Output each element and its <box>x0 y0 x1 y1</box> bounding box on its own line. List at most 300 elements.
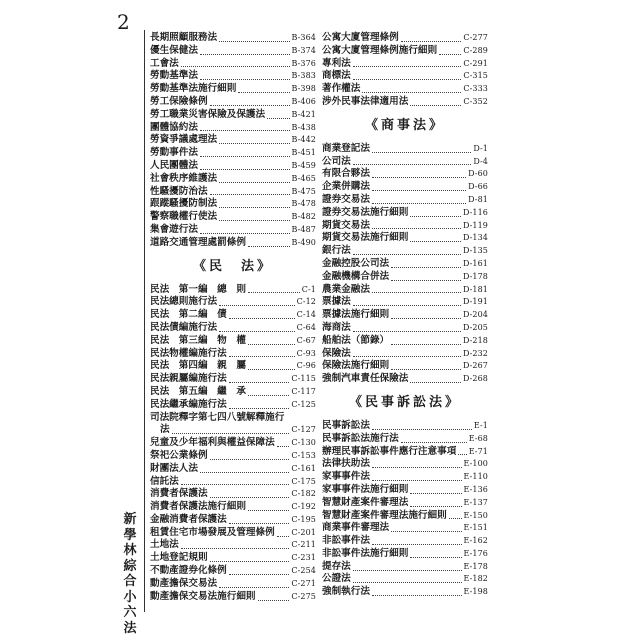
toc-entry-page-code: E-137 <box>463 497 488 507</box>
toc-entry-page-code: C-12 <box>296 297 316 307</box>
toc-entry-title: 強制執行法 <box>322 586 370 598</box>
toc-entry-page-code: D-267 <box>462 361 488 371</box>
toc-entry-page-code: C-201 <box>291 527 316 537</box>
vertical-rule <box>144 30 145 612</box>
toc-entry <box>322 510 488 523</box>
toc-entry-page-code: C-277 <box>463 33 488 42</box>
leader-dots <box>391 365 461 370</box>
toc-entry-page-code: D-119 <box>462 220 488 230</box>
leader-dots <box>229 519 290 524</box>
toc-entry <box>150 134 316 147</box>
right-top-list <box>322 32 488 109</box>
toc-entry-title: 辦理民事訴訟事件應行注意事項 <box>322 445 457 457</box>
leader-dots <box>229 404 290 409</box>
toc-entry <box>150 309 316 322</box>
toc-entry-title: 不動產證券化條例 <box>150 565 227 577</box>
leader-dots <box>181 62 290 67</box>
toc-entry-page-code: C-117 <box>291 386 316 396</box>
toc-entry <box>150 578 316 591</box>
toc-entry <box>150 284 316 297</box>
toc-entry-title: 法律扶助法 <box>322 458 370 470</box>
toc-entry <box>322 32 488 45</box>
leader-dots <box>353 250 461 255</box>
toc-entry-page-code: D-4 <box>473 156 488 166</box>
civil-law-list <box>150 284 316 604</box>
toc-entry-title: 智慧財產案件審理法 <box>322 496 409 508</box>
toc-entry-title: 金融消費者保護法 <box>150 513 227 525</box>
toc-entry-page-code: C-1 <box>301 284 316 294</box>
leader-dots <box>210 493 290 498</box>
toc-entry <box>150 58 316 71</box>
toc-entry-page-code: B-376 <box>291 58 316 68</box>
toc-entry <box>322 168 488 181</box>
leader-dots <box>277 532 290 537</box>
toc-entry <box>150 186 316 199</box>
toc-entry-page-code: E-198 <box>463 587 488 597</box>
leader-dots <box>353 566 462 571</box>
leader-dots <box>229 570 290 575</box>
toc-entry-title: 證券交易法施行細則 <box>322 206 409 218</box>
toc-entry-title: 公司法 <box>322 155 351 167</box>
toc-entry <box>150 335 316 348</box>
toc-entry <box>322 194 488 207</box>
toc-entry <box>150 198 316 211</box>
toc-entry-page-code: D-60 <box>468 169 488 179</box>
leader-dots <box>219 327 294 332</box>
toc-entry <box>150 501 316 514</box>
toc-entry <box>150 147 316 160</box>
toc-entry <box>322 522 488 535</box>
toc-entry-title: 著作權法 <box>322 83 361 95</box>
toc-entry-page-code: B-490 <box>291 237 316 247</box>
toc-entry-page-code: D-218 <box>462 335 488 345</box>
leader-dots <box>210 455 290 460</box>
toc-entry-title: 道路交通管理處罰條例 <box>150 236 246 248</box>
toc-entry <box>150 539 316 552</box>
leader-dots <box>172 429 290 434</box>
leader-dots <box>372 476 462 481</box>
toc-entry-title: 集會遊行法 <box>150 223 198 235</box>
toc-entry <box>322 232 488 245</box>
toc-entry-title: 動產擔保交易法施行細則 <box>150 590 256 602</box>
civil-procedure-list <box>322 420 488 599</box>
toc-entry <box>322 433 488 446</box>
leader-dots <box>219 203 289 208</box>
toc-entry-title: 票據法 <box>322 296 351 308</box>
left-top-list <box>150 32 316 250</box>
leader-dots <box>353 327 461 332</box>
toc-entry <box>150 527 316 540</box>
toc-entry <box>150 450 316 463</box>
toc-entry-title: 勞工保險條例 <box>150 95 208 107</box>
toc-entry-title: 商業登記法 <box>322 142 370 154</box>
leader-dots <box>410 237 461 242</box>
toc-entry-title: 消費者保護法 <box>150 488 208 500</box>
toc-entry-page-code: D-181 <box>462 284 488 294</box>
toc-entry-page-code: E-176 <box>463 548 488 558</box>
toc-entry-page-code: D-232 <box>462 348 488 358</box>
toc-entry-title: 智慧財產案件審理法施行細則 <box>322 509 447 521</box>
toc-entry-page-code: B-478 <box>291 199 316 209</box>
toc-entry <box>150 45 316 58</box>
toc-entry-title: 農業金融法 <box>322 283 370 295</box>
leader-dots <box>200 75 290 80</box>
leader-dots <box>258 596 290 601</box>
leader-dots <box>372 288 461 293</box>
toc-entry-page-code: D-268 <box>462 374 488 384</box>
toc-entry-title: 民法 第二編 債 <box>150 309 227 321</box>
toc-entry <box>150 224 316 237</box>
toc-entry-page-code: E-1 <box>473 420 488 430</box>
toc-entry-page-code: C-182 <box>291 489 316 499</box>
toc-entry-title: 動產擔保交易法 <box>150 577 218 589</box>
toc-entry <box>322 322 488 335</box>
toc-entry-page-code: C-289 <box>463 45 488 55</box>
toc-entry-page-code: C-231 <box>291 553 316 563</box>
toc-entry-page-code: B-438 <box>291 122 316 132</box>
toc-entry-title: 民事訴訟法 <box>322 419 370 431</box>
toc-entry-page-code: E-162 <box>463 536 488 546</box>
toc-entry <box>322 258 488 271</box>
leader-dots <box>229 352 295 357</box>
leader-dots <box>353 160 472 165</box>
leader-dots <box>410 489 461 494</box>
toc-entry-title: 勞動基準法 <box>150 70 198 82</box>
page-number: 2 <box>117 10 130 34</box>
toc-entry-page-code: C-64 <box>296 322 316 332</box>
leader-dots <box>353 75 462 80</box>
toc-entry-page-code: E-182 <box>463 574 488 584</box>
toc-entry <box>150 32 316 45</box>
leader-dots <box>219 301 294 306</box>
toc-entry <box>150 412 316 425</box>
toc-entry-title: 勞工職業災害保險及保護法 <box>150 108 266 120</box>
leader-dots <box>410 212 461 217</box>
leader-dots <box>458 450 466 455</box>
leader-dots <box>391 263 461 268</box>
toc-entry <box>150 552 316 565</box>
leader-dots <box>410 502 461 507</box>
leader-dots <box>210 557 290 562</box>
toc-entry-title: 強制汽車責任保險法 <box>322 373 409 385</box>
toc-entry-page-code: C-271 <box>291 578 316 588</box>
leader-dots <box>200 152 290 157</box>
leader-dots <box>248 365 295 370</box>
toc-entry <box>150 386 316 399</box>
toc-entry-title: 跟蹤騷擾防制法 <box>150 198 218 210</box>
toc-entry <box>322 284 488 297</box>
toc-entry-page-code: D-205 <box>462 322 488 332</box>
toc-entry-page-code: E-151 <box>463 523 488 533</box>
toc-entry-page-code: B-383 <box>291 71 316 81</box>
toc-entry <box>150 122 316 135</box>
toc-entry-title: 警察職權行使法 <box>150 211 218 223</box>
right-column <box>322 32 488 599</box>
toc-entry <box>322 586 488 599</box>
toc-entry <box>150 160 316 173</box>
toc-entry <box>322 573 488 586</box>
toc-entry-page-code: B-442 <box>291 135 316 145</box>
leader-dots <box>248 288 300 293</box>
toc-entry-title: 期貨交易法施行細則 <box>322 232 409 244</box>
toc-entry-page-code: E-178 <box>463 561 488 571</box>
toc-entry-page-code: C-115 <box>291 374 316 384</box>
leader-dots <box>401 37 462 42</box>
toc-entry <box>322 373 488 386</box>
toc-entry-page-code: D-66 <box>468 182 488 192</box>
leader-dots <box>401 438 467 443</box>
leader-dots <box>372 199 466 204</box>
toc-entry <box>322 484 488 497</box>
toc-entry-continuation <box>150 424 316 437</box>
toc-entry-title: 財團法人法 <box>150 462 198 474</box>
toc-entry <box>322 309 488 322</box>
toc-entry <box>322 335 488 348</box>
leader-dots <box>410 378 461 383</box>
toc-entry-title: 社會秩序維護法 <box>150 172 218 184</box>
toc-entry-title: 優生保健法 <box>150 44 198 56</box>
leader-dots <box>181 480 290 485</box>
toc-entry-page-code: C-96 <box>296 361 316 371</box>
book-side-title: 新學林綜合小六法 <box>123 512 137 636</box>
toc-entry <box>322 446 488 459</box>
leader-dots <box>219 178 289 183</box>
leader-dots <box>248 391 289 396</box>
toc-entry <box>150 322 316 335</box>
toc-entry-page-code: B-459 <box>291 160 316 170</box>
toc-entry-page-code: E-71 <box>468 446 488 456</box>
toc-entry <box>150 348 316 361</box>
toc-entry-title: 人民團體法 <box>150 159 198 171</box>
leader-dots <box>410 101 461 106</box>
toc-entry-title: 專利法 <box>322 57 351 69</box>
toc-entry-title: 勞動基準法施行細則 <box>150 83 237 95</box>
toc-entry <box>322 207 488 220</box>
toc-entry-title: 司法院釋字第七四八號解釋施行 <box>150 411 285 423</box>
toc-entry-page-code: C-352 <box>463 96 488 106</box>
toc-entry <box>150 109 316 122</box>
leader-dots <box>353 352 461 357</box>
toc-entry-page-code: C-125 <box>291 399 316 409</box>
toc-entry-page-code: C-127 <box>291 425 316 435</box>
toc-entry-title: 期貨交易法 <box>322 219 370 231</box>
toc-entry <box>322 296 488 309</box>
toc-entry-title: 提存法 <box>322 560 351 572</box>
leader-dots <box>391 340 461 345</box>
toc-entry-page-code: C-275 <box>291 591 316 601</box>
toc-entry <box>322 156 488 169</box>
toc-entry <box>150 399 316 412</box>
leader-dots <box>410 553 461 558</box>
toc-entry-page-code: E-68 <box>468 433 488 443</box>
toc-entry-title: 商標法 <box>322 70 351 82</box>
toc-entry-title: 民法 第一編 總 則 <box>150 283 246 295</box>
toc-entry-page-code: D-204 <box>462 310 488 320</box>
leader-dots <box>219 139 289 144</box>
toc-entry <box>322 245 488 258</box>
leader-dots <box>200 468 289 473</box>
left-column <box>150 32 316 603</box>
toc-entry-title: 工會法 <box>150 57 179 69</box>
leader-dots <box>362 88 461 93</box>
toc-entry-page-code: C-333 <box>463 84 488 94</box>
toc-entry-page-code: C-315 <box>463 71 488 81</box>
toc-entry <box>150 96 316 109</box>
toc-entry-page-code: E-150 <box>463 510 488 520</box>
toc-entry-page-code: D-191 <box>462 297 488 307</box>
toc-entry-page-code: D-116 <box>462 207 488 217</box>
toc-entry <box>150 173 316 186</box>
toc-entry-title: 民法繼承編施行法 <box>150 398 227 410</box>
toc-entry-title: 民法債編施行法 <box>150 321 218 333</box>
toc-entry-title: 民法 第五編 繼 承 <box>150 385 246 397</box>
toc-entry <box>322 548 488 561</box>
toc-entry-page-code: C-175 <box>291 476 316 486</box>
toc-entry <box>150 437 316 450</box>
toc-entry-title: 民法 第四編 親 屬 <box>150 360 246 372</box>
toc-entry <box>322 96 488 109</box>
leader-dots <box>372 591 462 596</box>
toc-entry-title: 保險法 <box>322 347 351 359</box>
leader-dots <box>353 578 462 583</box>
toc-entry-title: 勞資爭議處理法 <box>150 134 218 146</box>
leader-dots <box>391 314 461 319</box>
leader-dots <box>200 165 290 170</box>
leader-dots <box>229 314 295 319</box>
toc-entry-title: 船舶法（節錄） <box>322 334 390 346</box>
toc-entry-title: 有限合夥法 <box>322 168 370 180</box>
leader-dots <box>210 190 290 195</box>
leader-dots <box>449 514 462 519</box>
toc-entry-title: 票據法施行細則 <box>322 309 390 321</box>
commercial-law-list <box>322 143 488 386</box>
toc-entry <box>150 360 316 373</box>
leader-dots <box>267 114 289 119</box>
toc-entry-page-code: C-130 <box>291 438 316 448</box>
toc-entry-title: 金融控股公司法 <box>322 257 390 269</box>
toc-entry-page-code: B-482 <box>291 212 316 222</box>
toc-entry-page-code: B-406 <box>291 96 316 106</box>
leader-dots <box>372 173 466 178</box>
leader-dots <box>181 544 290 549</box>
leader-dots <box>372 148 471 153</box>
toc-entry <box>150 83 316 96</box>
leader-dots <box>248 506 289 511</box>
toc-entry-title: 租賃住宅市場發展及管理條例 <box>150 526 275 538</box>
leader-dots <box>372 540 462 545</box>
toc-entry-page-code: B-451 <box>291 148 316 158</box>
toc-entry-title: 非訟事件法 <box>322 535 370 547</box>
toc-entry-page-code: B-475 <box>291 186 316 196</box>
leader-dots <box>372 463 462 468</box>
leader-dots <box>219 216 289 221</box>
toc-entry <box>150 476 316 489</box>
toc-entry-page-code: D-161 <box>462 258 488 268</box>
leader-dots <box>200 50 290 55</box>
section-heading-commercial: 《商事法》 <box>364 117 445 133</box>
leader-dots <box>391 527 461 532</box>
toc-entry <box>150 514 316 527</box>
leader-dots <box>200 126 290 131</box>
toc-entry-page-code: B-465 <box>291 173 316 183</box>
toc-entry-title: 家事事件法 <box>322 471 370 483</box>
toc-entry-title: 土地登記規則 <box>150 552 208 564</box>
toc-entry-title: 公寓大廈管理條例 <box>322 32 399 43</box>
toc-entry-title: 民法親屬編施行法 <box>150 373 227 385</box>
toc-entry <box>150 237 316 250</box>
toc-entry-page-code: C-192 <box>291 502 316 512</box>
leader-dots <box>248 242 290 247</box>
toc-entry <box>150 463 316 476</box>
leader-dots <box>353 62 462 67</box>
leader-dots <box>277 442 290 447</box>
toc-entry-page-code: C-161 <box>291 463 316 473</box>
leader-dots <box>391 276 461 281</box>
section-heading-civil: 《民 法》 <box>192 258 273 274</box>
toc-entry <box>322 220 488 233</box>
toc-entry-title: 兒童及少年福利與權益保障法 <box>150 437 275 449</box>
leader-dots <box>219 37 289 42</box>
toc-entry-page-code: D-1 <box>473 143 488 153</box>
toc-entry <box>150 591 316 604</box>
leader-dots <box>210 101 290 106</box>
leader-dots <box>248 340 295 345</box>
toc-entry <box>322 271 488 284</box>
toc-entry-title: 企業併購法 <box>322 181 370 193</box>
toc-entry-title: 民法總則施行法 <box>150 296 218 308</box>
toc-entry-page-code: C-211 <box>291 540 316 550</box>
toc-entry <box>322 181 488 194</box>
toc-entry <box>322 458 488 471</box>
leader-dots <box>200 229 290 234</box>
toc-entry <box>150 565 316 578</box>
toc-entry-title: 團體協約法 <box>150 121 198 133</box>
toc-entry <box>150 70 316 83</box>
toc-entry-title: 祭祀公業條例 <box>150 449 208 461</box>
toc-entry-page-code: E-136 <box>463 484 488 494</box>
toc-entry <box>150 211 316 224</box>
toc-entry-title: 性騷擾防治法 <box>150 185 208 197</box>
leader-dots <box>372 425 472 430</box>
toc-entry-page-code: C-153 <box>291 450 316 460</box>
toc-entry-title: 證券交易法 <box>322 193 370 205</box>
toc-entry <box>322 45 488 58</box>
toc-entry-title: 消費者保護法施行細則 <box>150 501 246 513</box>
toc-entry-title: 土地法 <box>150 539 179 551</box>
toc-entry-title: 非訟事件法施行細則 <box>322 547 409 559</box>
toc-entry-page-code: B-374 <box>291 45 316 55</box>
toc-entry-title: 長期照顧服務法 <box>150 32 218 43</box>
toc-entry <box>322 143 488 156</box>
toc-entry-title: 勞動事件法 <box>150 147 198 159</box>
toc-entry-page-code: B-398 <box>291 84 316 94</box>
toc-entry-page-code: D-134 <box>462 233 488 243</box>
toc-entry-title: 金融機構合併法 <box>322 270 390 282</box>
leader-dots <box>372 224 461 229</box>
toc-entry <box>322 70 488 83</box>
toc-entry-title: 公證法 <box>322 573 351 585</box>
toc-entry-page-code: E-110 <box>463 472 488 482</box>
toc-entry <box>322 497 488 510</box>
toc-entry <box>150 296 316 309</box>
toc-entry-title: 涉外民事法律適用法 <box>322 95 409 107</box>
toc-entry-title: 銀行法 <box>322 245 351 257</box>
toc-entry-page-code: D-81 <box>468 194 488 204</box>
toc-entry-page-code: C-14 <box>296 310 316 320</box>
toc-entry <box>150 373 316 386</box>
toc-entry-page-code: B-421 <box>291 109 316 119</box>
toc-entry-page-code: D-178 <box>462 271 488 281</box>
